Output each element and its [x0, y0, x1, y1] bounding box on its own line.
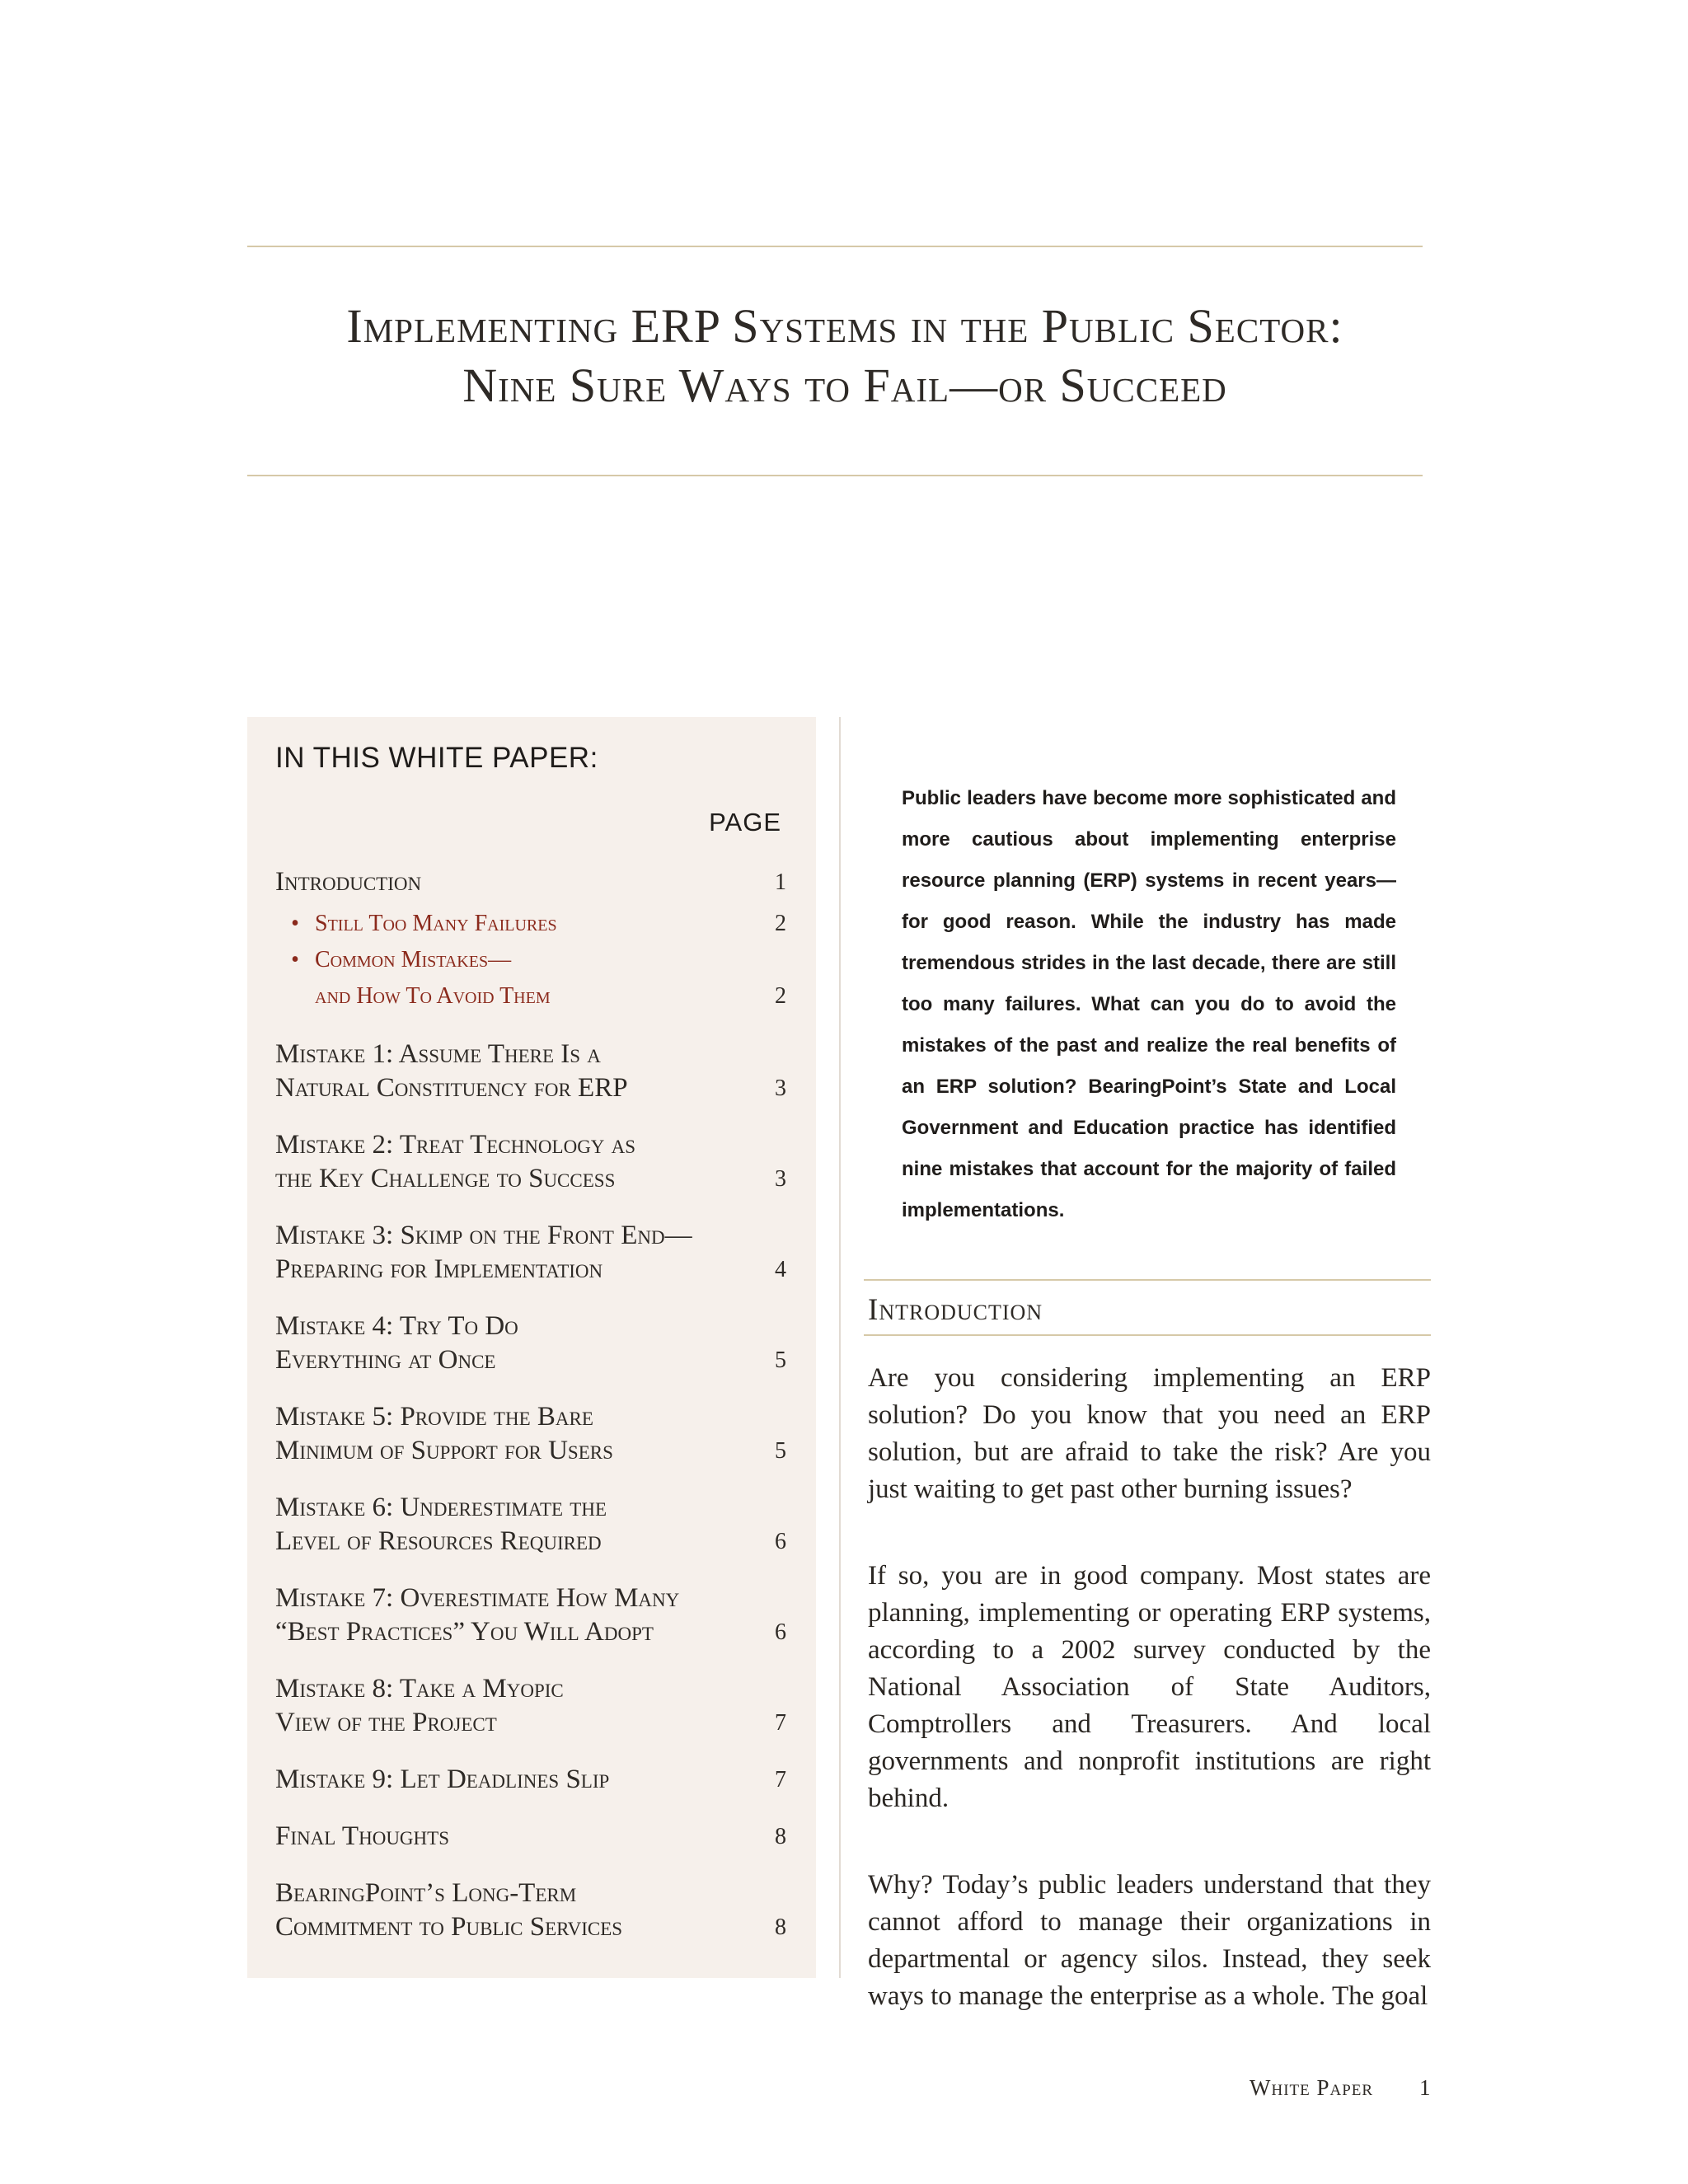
- toc-page-number: 2: [775, 911, 786, 936]
- toc-entry-line: Mistake 8: Take a Myopic: [275, 1674, 564, 1704]
- toc-heading: IN THIS WHITE PAPER:: [275, 742, 598, 774]
- toc-entry-mistake-3[interactable]: [275, 1219, 786, 1286]
- body-paragraph: Why? Today’s public leaders understand that they cannot afford to manage their organizations in departmental or agency silos. Instead, they seek ways to manage the enterprise as a whole. The goal: [868, 1870, 1431, 2011]
- body-paragraph: Are you considering implementing an ERP solution? Do you know that you need an ERP solution, but are afraid to take the risk? Are you just waiting to get past other burning issues?: [868, 1363, 1431, 1504]
- toc-entry-line: the Key Challenge to Success: [275, 1164, 616, 1193]
- toc-page-number: 6: [775, 1529, 786, 1554]
- toc-entry-line: Final Thoughts: [275, 1821, 449, 1851]
- toc-page-number: 5: [775, 1347, 786, 1373]
- toc-entry-line: Mistake 4: Try To Do: [275, 1311, 518, 1341]
- toc-entry-line: BearingPoint’s Long-Term: [275, 1878, 577, 1908]
- toc-entry-line: Everything at Once: [275, 1345, 496, 1375]
- toc-page-number: 2: [775, 983, 786, 1009]
- toc-entry-mistake-6[interactable]: [275, 1491, 786, 1558]
- bullet-icon: •: [291, 947, 299, 972]
- title-line-2: Nine Sure Ways to Fail—or Succeed: [462, 359, 1227, 412]
- toc-page-label: PAGE: [709, 808, 781, 837]
- toc-entry-mistake-1[interactable]: [275, 1038, 786, 1105]
- title-bottom-rule: [247, 475, 1423, 476]
- toc-page-number: 3: [775, 1166, 786, 1192]
- toc-entry-line: and How To Avoid Them: [315, 983, 551, 1009]
- toc-page-number: 6: [775, 1619, 786, 1645]
- toc-subentry-still-too-many-failures[interactable]: [275, 906, 786, 942]
- toc-entry-line: Level of Resources Required: [275, 1526, 602, 1556]
- toc-page-number: 4: [775, 1257, 786, 1282]
- footer-page-number: 1: [1419, 2075, 1431, 2100]
- toc-page-number: 3: [775, 1076, 786, 1101]
- toc-entry-bearingpoint-commitment[interactable]: [275, 1877, 786, 1944]
- toc-entry-line: Common Mistakes—: [315, 947, 512, 972]
- document-title: [247, 297, 1442, 415]
- toc-entry-line: View of the Project: [275, 1708, 497, 1737]
- top-rule: [247, 246, 1423, 247]
- toc-page-number: 1: [775, 869, 786, 895]
- section-bottom-rule: [864, 1334, 1431, 1336]
- toc-entry-line: Preparing for Implementation: [275, 1254, 603, 1284]
- toc-entry-line: Still Too Many Failures: [315, 911, 557, 936]
- section-top-rule: [864, 1279, 1431, 1281]
- toc-entry-mistake-9[interactable]: [275, 1763, 786, 1797]
- toc-entry-line: Mistake 6: Underestimate the: [275, 1493, 607, 1522]
- summary-paragraph: Public leaders have become more sophisticated and more cautious about implementing enterprise resource planning (ERP) systems in recent years—for good reason. While the industry has made tremendous strides in the last decade, there are still too many failures. What can you do to avoid the mistakes of the past and realize the real benefits of an ERP solution? BearingPoint’s State and Local Government and Education practice has identified nine mistakes that account for the majority of failed implementations.: [902, 787, 1396, 1221]
- toc-page-number: 5: [775, 1438, 786, 1464]
- toc-entry-line: Commitment to Public Services: [275, 1912, 623, 1942]
- section-heading-introduction: Introduction: [868, 1293, 1043, 1327]
- toc-entry-final-thoughts[interactable]: [275, 1820, 786, 1854]
- introduction-body: [868, 1360, 1431, 2064]
- toc-subentry-common-mistakes[interactable]: [275, 942, 786, 1015]
- toc-entry-line: Mistake 5: Provide the Bare: [275, 1402, 593, 1432]
- column-divider: [839, 717, 841, 1978]
- toc-entry-mistake-4[interactable]: [275, 1310, 786, 1377]
- toc-page-number: 7: [775, 1767, 786, 1793]
- toc-entry-line: Mistake 1: Assume There Is a: [275, 1039, 601, 1069]
- body-paragraph: If so, you are in good company. Most states are planning, implementing or operating ERP systems, according to a 2002 survey conducted by the National Association of State Auditors, Comptrollers and Treasurers. And local governments and nonprofit institutions are right behind.: [868, 1561, 1431, 1813]
- title-line-1: Implementing ERP Systems in the Public Sector:: [346, 299, 1343, 353]
- toc-entry-line: Introduction: [275, 867, 422, 897]
- toc-list: [275, 865, 786, 1944]
- toc-page-number: 8: [775, 1824, 786, 1849]
- toc-entry-line: Minimum of Support for Users: [275, 1436, 613, 1465]
- toc-page-number: 8: [775, 1915, 786, 1940]
- bullet-icon: •: [291, 911, 299, 936]
- toc-entry-mistake-7[interactable]: [275, 1582, 786, 1649]
- toc-entry-mistake-2[interactable]: [275, 1128, 786, 1196]
- toc-entry-mistake-5[interactable]: [275, 1400, 786, 1468]
- toc-entry-line: “Best Practices” You Will Adopt: [275, 1617, 654, 1647]
- footer-label: White Paper: [1250, 2075, 1374, 2100]
- toc-entry-line: Mistake 7: Overestimate How Many: [275, 1583, 680, 1613]
- toc-entry-mistake-8[interactable]: [275, 1672, 786, 1740]
- toc-entry-line: Mistake 2: Treat Technology as: [275, 1130, 636, 1160]
- toc-entry-line: Natural Constituency for ERP: [275, 1073, 628, 1103]
- toc-page-number: 7: [775, 1710, 786, 1736]
- table-of-contents: [247, 717, 816, 1978]
- toc-entry-line: Mistake 3: Skimp on the Front End—: [275, 1221, 692, 1250]
- toc-entry-line: Mistake 9: Let Deadlines Slip: [275, 1765, 610, 1794]
- toc-entry-introduction[interactable]: [275, 865, 786, 899]
